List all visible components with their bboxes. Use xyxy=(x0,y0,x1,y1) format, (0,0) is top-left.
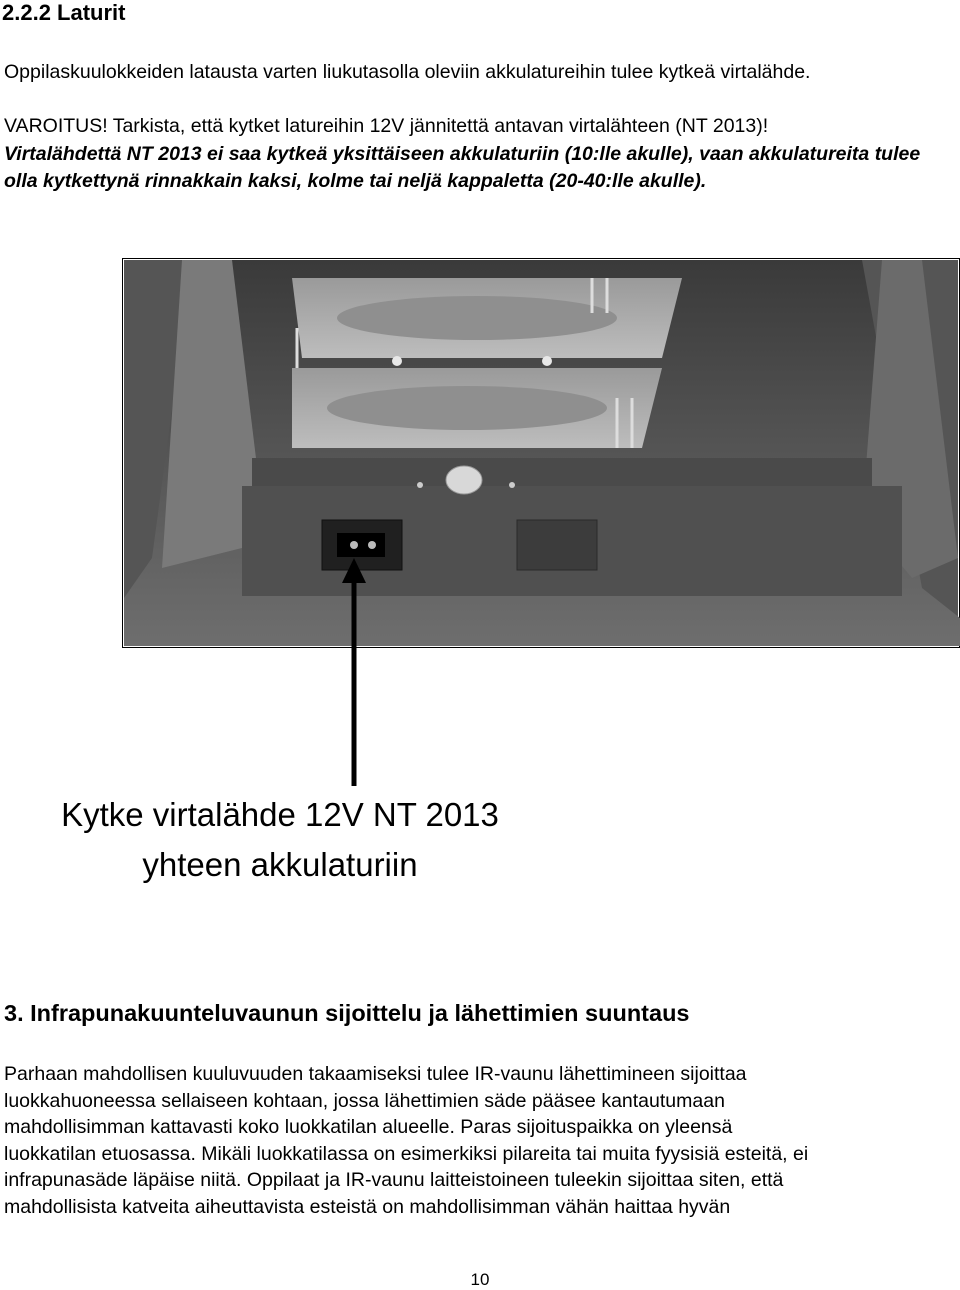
paragraph-line: luokkahuoneessa sellaiseen kohtaan, jossa lähettimien säde pääsee kantautumaan xyxy=(4,1089,725,1112)
paragraph-line: luokkatilan etuosassa. Mikäli luokkatilassa on esimerkiksi pilareita tai muita fyysisiä esteitä, ei xyxy=(4,1142,809,1165)
warning-bold-paragraph: Virtalähdettä NT 2013 ei saa kytkeä yksittäiseen akkulaturiin (10:lle akulle), vaan akkulatureita tulee olla kytkettynä rinnakkain kaksi, kolme tai neljä kappaletta (20-40:lle akulle). xyxy=(4,143,921,192)
page-number: 10 xyxy=(470,1270,490,1289)
paragraph-line: mahdollisimman kattavasti koko luokkatilan alueelle. Paras sijoituspaikka on yleensä xyxy=(4,1116,733,1138)
photo-caption-line2: yhteen akkulaturiin xyxy=(142,846,418,883)
section3-heading: 3. Infrapunakuunteluvaunun sijoittelu ja lähettimien suuntaus xyxy=(4,1000,690,1026)
section3-paragraph xyxy=(4,1061,958,1220)
arrow-line xyxy=(342,648,366,788)
paragraph-line: mahdollisista katveita aiheuttavista esteistä on mahdollisimman vähän haittaa hyvän xyxy=(4,1195,731,1218)
photo-caption xyxy=(0,790,560,890)
charger-photo xyxy=(122,258,960,648)
intro-paragraph: Oppilaskuulokkeiden latausta varten liukutasolla oleviin akkulatureihin tulee kytkeä virtalähde. xyxy=(4,61,811,83)
paragraph-line: Parhaan mahdollisen kuuluvuuden takaamiseksi tulee IR-vaunu lähettimineen sijoittaa xyxy=(4,1063,747,1085)
paragraph-line: infrapunasäde läpäise niitä. Oppilaat ja IR-vaunu laitteistoineen tuleekin sijoittaa siten, että xyxy=(4,1169,784,1191)
warning-line: VAROITUS! Tarkista, että kytket latureihin 12V jännitettä antavan virtalähteen (NT 2013)! xyxy=(4,115,769,137)
photo-caption-line1: Kytke virtalähde 12V NT 2013 xyxy=(61,796,499,833)
section-heading: 2.2.2 Laturit xyxy=(2,0,126,25)
